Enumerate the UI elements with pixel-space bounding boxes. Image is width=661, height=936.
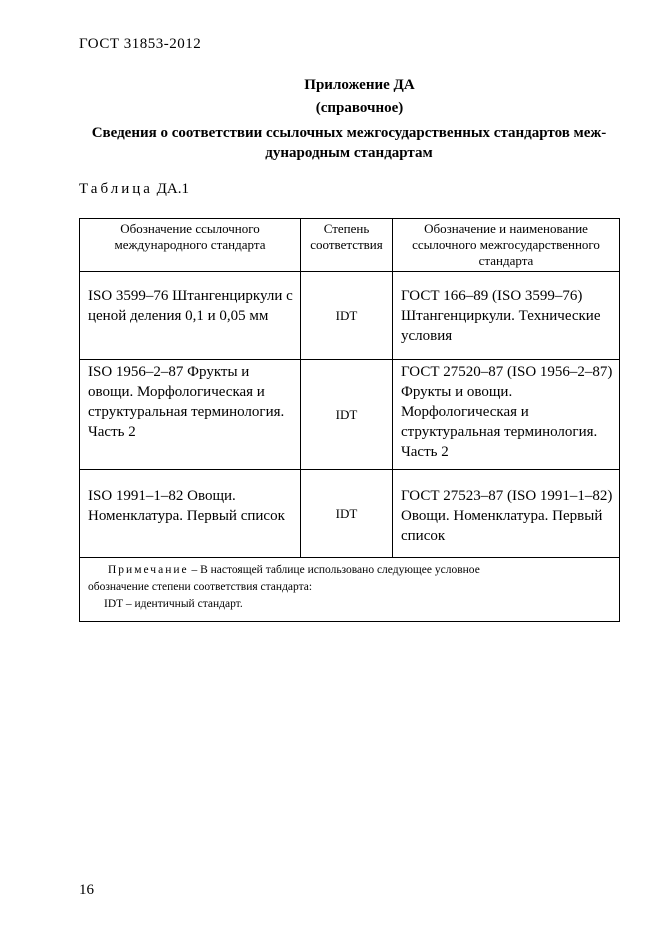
cell-interstate: ГОСТ 27523–87 (ISO 1991–1–82) Овощи. Номенклатура. Первый список [393,470,620,558]
cell-interstate: ГОСТ 27520–87 (ISO 1956–2–87) Фрукты и овощи. Морфологическая и структуральная терминология. Часть 2 [393,360,620,470]
table-caption [79,181,189,198]
appendix-subtitle: (справочное) [315,100,404,116]
column-header-degree: Степень соответствия [301,219,393,272]
correspondence-table [79,218,620,622]
note-text: – В настоящей таблице использовано следующее условное [188,564,480,576]
note-line: IDT – идентичный стандарт. [104,598,243,610]
page-number: 16 [79,882,94,898]
note-line: обозначение степени соответствия стандарта: [88,581,313,593]
table-row [80,470,620,558]
table-caption-number: ДА.1 [152,181,189,197]
column-header-interstate: Обозначение и наименование ссылочного межгосударственного стандарта [393,219,620,272]
note-line [88,562,611,579]
cell-degree: IDT [301,360,393,470]
cell-degree: IDT [301,272,393,360]
table-note [80,558,620,622]
table-row [80,360,620,470]
document-code: ГОСТ 31853-2012 [79,36,202,52]
cell-interstate: ГОСТ 166–89 (ISO 3599–76) Штангенциркули. Технические условия [393,272,620,360]
table-caption-word: Таблица [79,181,153,197]
column-header-international: Обозначение ссылочного международного стандарта [80,219,301,272]
cell-degree: IDT [301,470,393,558]
cell-international: ISO 1956–2–87 Фрукты и овощи. Морфологическая и структуральная терминология. Часть 2 [80,360,301,470]
table-header-row [80,219,620,272]
table-note-row [80,558,620,622]
note-label: Примечание [108,564,189,576]
cell-international: ISO 3599–76 Штангенциркули с ценой деления 0,1 и 0,05 мм [80,272,301,360]
cell-international: ISO 1991–1–82 Овощи. Номенклатура. Первый список [80,470,301,558]
appendix-heading: Сведения о соответствии ссылочных межгосударственных стандартов меж-дународным стандартам [91,125,607,161]
appendix-title: Приложение ДА [304,77,415,93]
table-row [80,272,620,360]
